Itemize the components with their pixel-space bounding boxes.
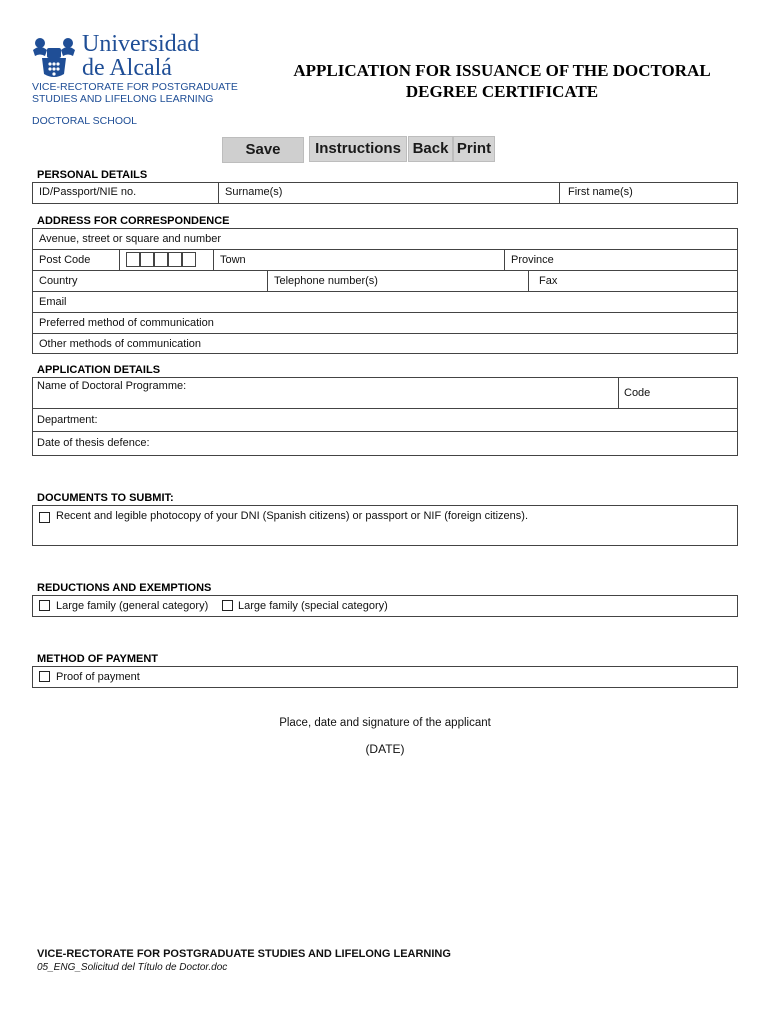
doctoral-programme-field[interactable] [33, 378, 618, 408]
personal-details-box [32, 182, 738, 204]
payment-box [32, 666, 738, 688]
other-communication-field[interactable] [33, 334, 737, 353]
university-crest-icon [30, 34, 78, 80]
surname-label: Surname(s) [225, 186, 283, 198]
footer-filename: 05_ENG_Solicitud del Título de Doctor.doc [37, 962, 228, 973]
fax-field[interactable] [529, 271, 737, 291]
dni-photocopy-checkbox[interactable] [39, 512, 50, 523]
post-code-digit-box[interactable] [140, 252, 154, 267]
personal-details-title: PERSONAL DETAILS [37, 169, 148, 181]
code-field[interactable] [619, 378, 737, 408]
application-details-box [32, 377, 738, 456]
surname-field[interactable] [219, 183, 559, 203]
vice-rectorate-line2: STUDIES AND LIFELONG LEARNING [32, 93, 214, 105]
post-code-digit-box[interactable] [168, 252, 182, 267]
other-communication-label: Other methods of communication [39, 338, 202, 350]
proof-of-payment-checkbox[interactable] [39, 671, 50, 682]
post-code-label: Post Code [39, 254, 91, 266]
province-field[interactable] [505, 250, 737, 270]
post-code-digits[interactable] [120, 250, 213, 270]
page-title-line1: APPLICATION FOR ISSUANCE OF THE DOCTORAL [293, 61, 711, 80]
address-box [32, 228, 738, 354]
doctoral-school-label: DOCTORAL SCHOOL [32, 115, 138, 127]
email-field[interactable] [33, 292, 737, 312]
doctoral-programme-label: Name of Doctoral Programme: [37, 380, 187, 392]
back-button[interactable]: Back [408, 136, 453, 162]
large-family-special-label: Large family (special category) [238, 600, 388, 612]
large-family-general-checkbox[interactable] [39, 600, 50, 611]
post-code-field[interactable] [33, 250, 119, 270]
thesis-defence-date-field[interactable] [33, 432, 737, 455]
post-code-digit-box[interactable] [154, 252, 168, 267]
post-code-digit-box[interactable] [182, 252, 196, 267]
post-code-digit-box[interactable] [126, 252, 140, 267]
print-button[interactable]: Print [453, 136, 495, 162]
fax-label: Fax [539, 275, 558, 287]
town-label: Town [220, 254, 246, 266]
reductions-title: REDUCTIONS AND EXEMPTIONS [37, 582, 212, 594]
vice-rectorate-line1: VICE-RECTORATE FOR POSTGRADUATE [32, 81, 238, 93]
town-field[interactable] [214, 250, 504, 270]
telephone-label: Telephone number(s) [274, 275, 378, 287]
dni-photocopy-label: Recent and legible photocopy of your DNI (Spanish citizens) or passport or NIF (foreign citizens). [56, 510, 528, 522]
department-label: Department: [37, 414, 98, 426]
country-label: Country [39, 275, 78, 287]
first-name-label: First name(s) [568, 186, 633, 198]
reductions-box [32, 595, 738, 617]
documents-box [32, 505, 738, 546]
code-label: Code [624, 387, 651, 399]
date-field[interactable]: (DATE) [365, 742, 405, 756]
email-label: Email [39, 296, 67, 308]
save-button[interactable]: Save [222, 137, 304, 163]
id-field[interactable] [33, 183, 218, 203]
street-label: Avenue, street or square and number [39, 233, 222, 245]
university-name-line1: Universidad [82, 31, 200, 57]
preferred-communication-field[interactable] [33, 313, 737, 333]
university-name [82, 32, 199, 80]
country-field[interactable] [33, 271, 267, 291]
id-label: ID/Passport/NIE no. [39, 186, 137, 198]
thesis-defence-date-label: Date of thesis defence: [37, 437, 150, 449]
page-title-line2: DEGREE CERTIFICATE [405, 82, 599, 101]
payment-title: METHOD OF PAYMENT [37, 653, 159, 665]
instructions-button[interactable]: Instructions [309, 136, 407, 162]
department-field[interactable] [33, 409, 737, 431]
address-title: ADDRESS FOR CORRESPONDENCE [37, 215, 230, 227]
large-family-special-checkbox[interactable] [222, 600, 233, 611]
preferred-communication-label: Preferred method of communication [39, 317, 214, 329]
university-name-line2: de Alcalá [82, 55, 172, 81]
province-label: Province [511, 254, 554, 266]
footer-vice-rectorate: VICE-RECTORATE FOR POSTGRADUATE STUDIES AND LIFELONG LEARNING [37, 948, 451, 960]
street-field[interactable] [33, 229, 737, 249]
documents-title: DOCUMENTS TO SUBMIT: [37, 492, 174, 504]
first-name-field[interactable] [560, 183, 737, 203]
large-family-general-label: Large family (general category) [56, 600, 209, 612]
signature-instruction: Place, date and signature of the applicant [279, 717, 491, 729]
telephone-field[interactable] [268, 271, 528, 291]
vice-rectorate-label [32, 81, 238, 105]
application-details-title: APPLICATION DETAILS [37, 364, 161, 376]
page-title [252, 60, 752, 102]
proof-of-payment-label: Proof of payment [56, 671, 140, 683]
